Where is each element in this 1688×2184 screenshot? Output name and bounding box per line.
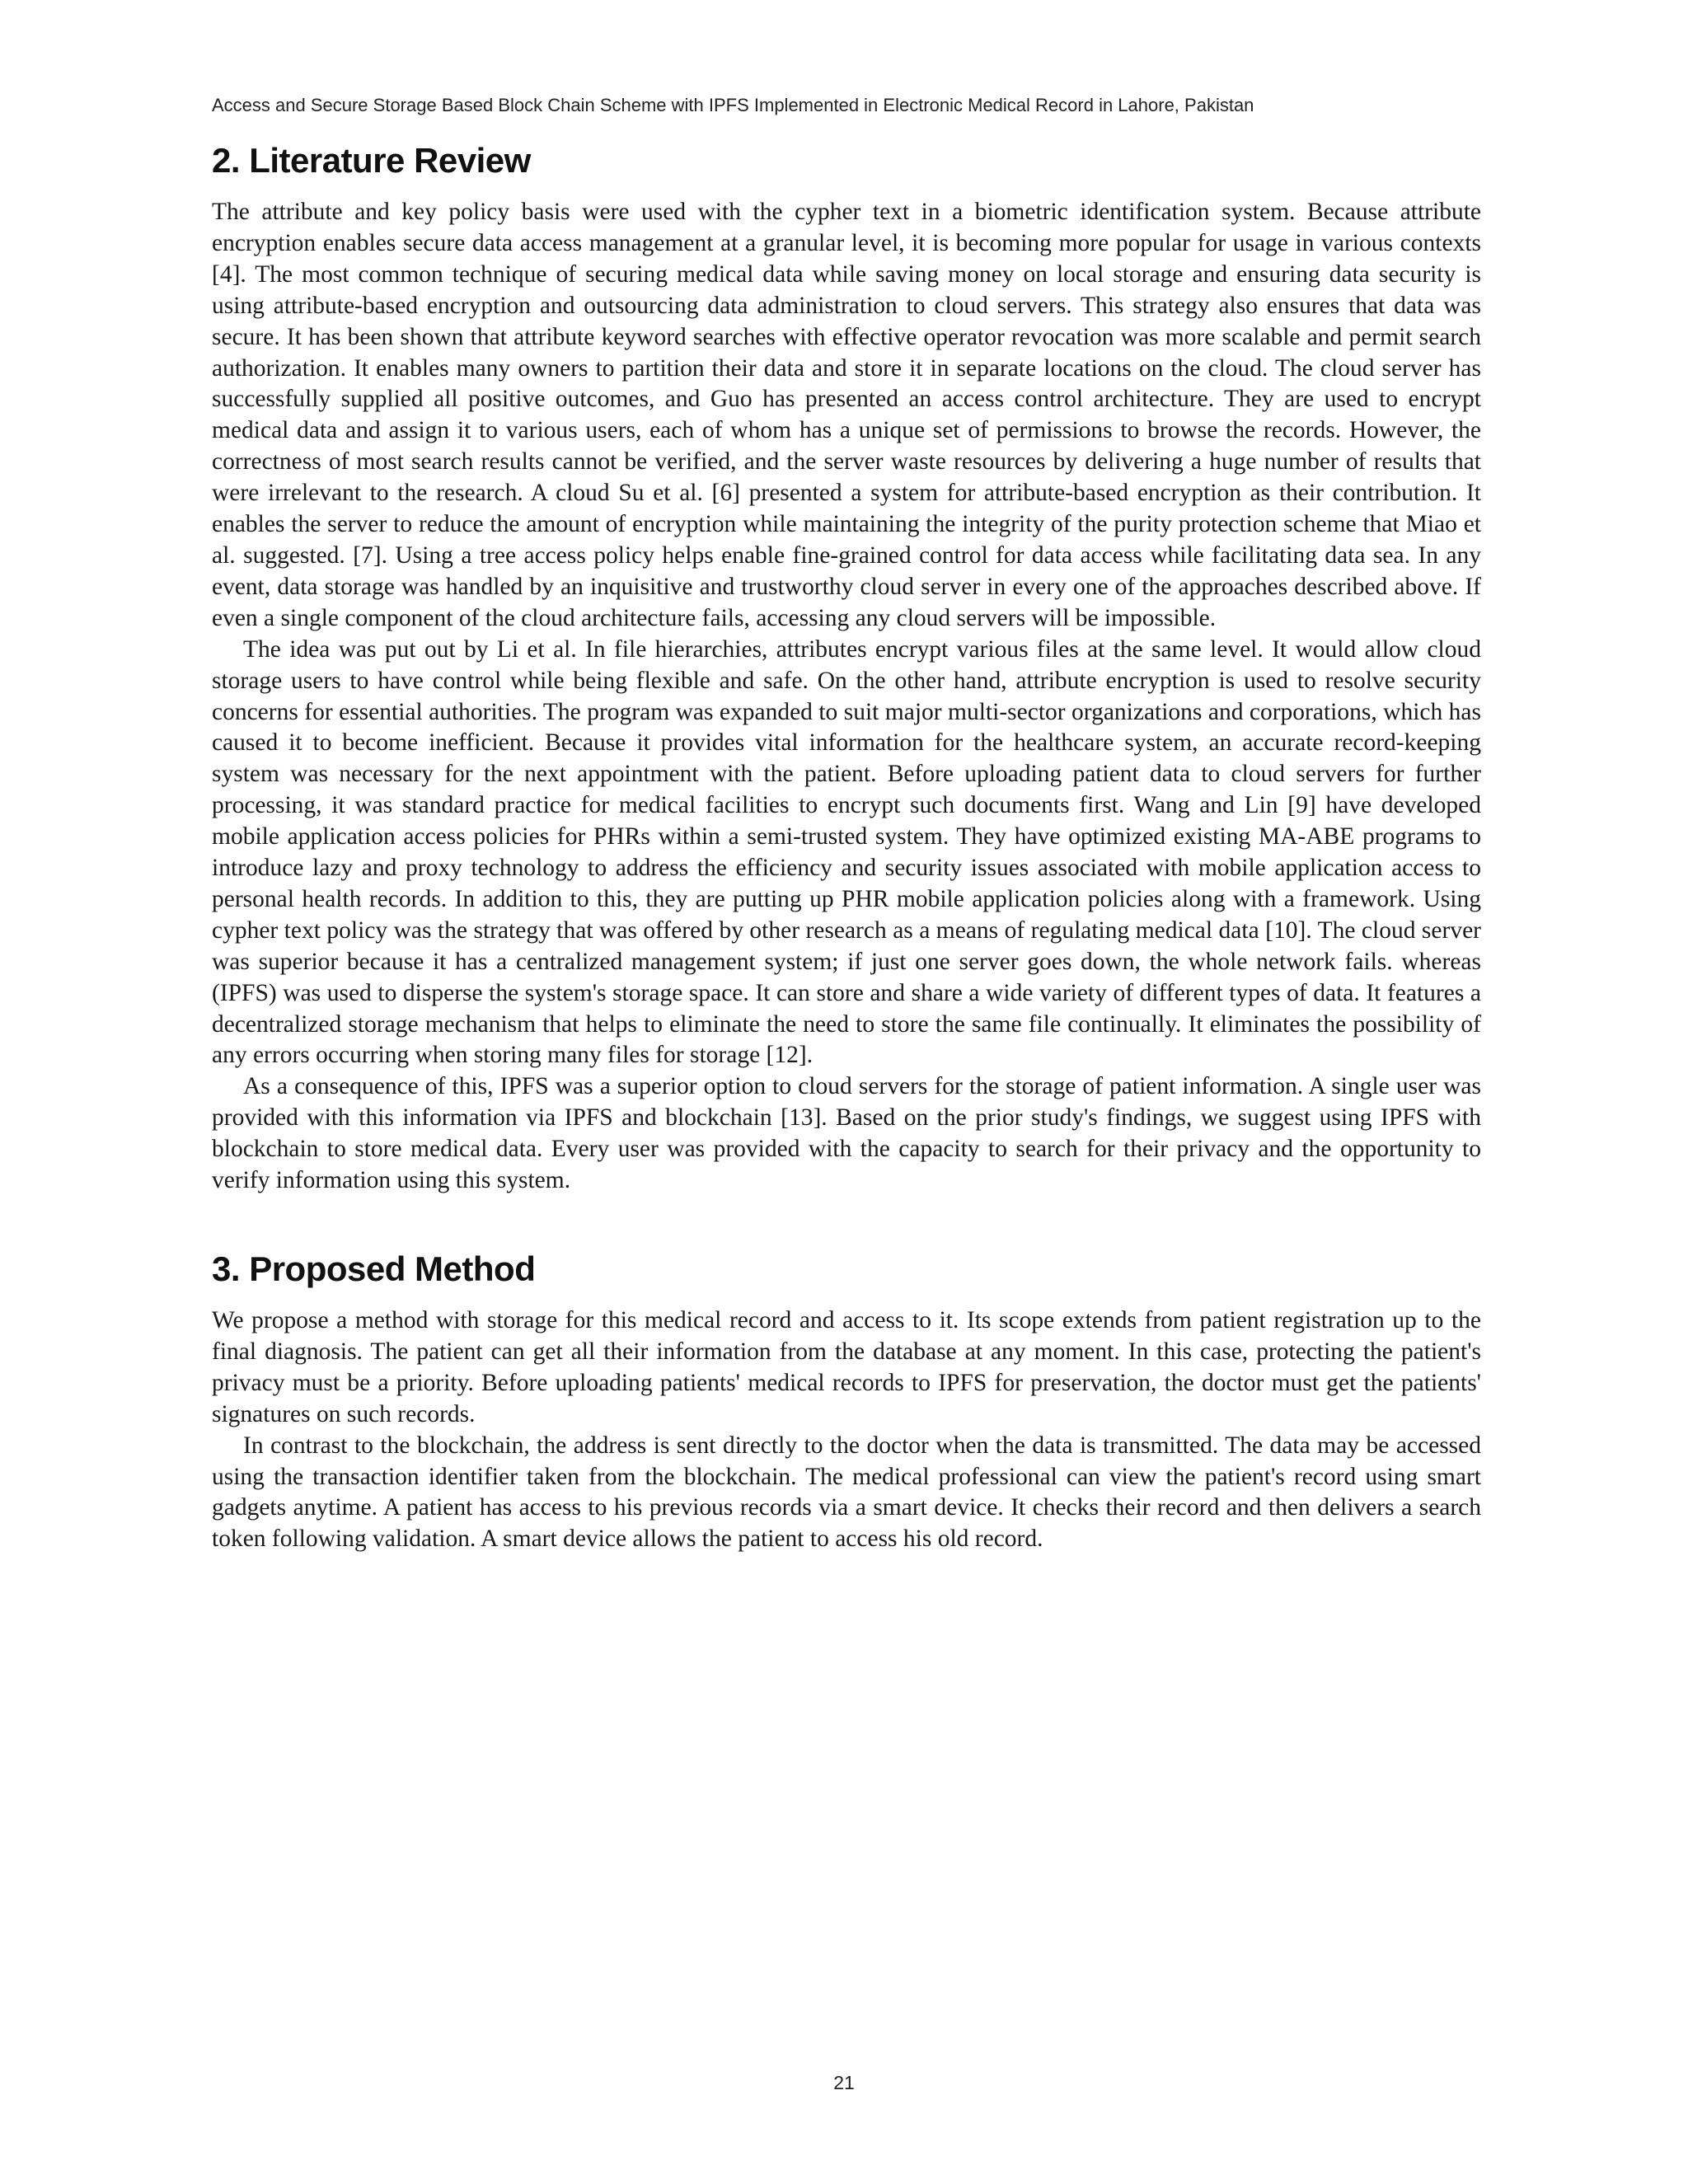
section-heading-literature-review: 2. Literature Review <box>212 141 531 180</box>
body-paragraph: As a consequence of this, IPFS was a superior option to cloud servers for the storage of patient information. A single user was provided with this information via IPFS and blockchain [13]. Based on the prior study's findings, we suggest using IPFS with blockchain to store medical data. Every user was provided with the capacity to search for their privacy and the opportunity to verify information using this system. <box>212 1073 1481 1194</box>
page-content <box>212 136 1481 1555</box>
page-number: 21 <box>833 2072 855 2093</box>
body-paragraph: The idea was put out by Li et al. In file hierarchies, attributes encrypt various files at the same level. It would allow cloud storage users to have control while being flexible and safe. On the other hand, attribute encryption is used to resolve security concerns for essential authorities. The program was expanded to suit major multi-sector organizations and corporations, which has caused it to become inefficient. Because it provides vital information for the healthcare system, an accurate record-keeping system was necessary for the next appointment with the patient. Before uploading patient data to cloud servers for further processing, it was standard practice for medical facilities to encrypt such documents first. Wang and Lin [9] have developed mobile application access policies for PHRs within a semi-trusted system. They have optimized existing MA-ABE programs to introduce lazy and proxy technology to address the efficiency and security issues associated with mobile application access to personal health records. In addition to this, they are putting up PHR mobile application policies along with a framework. Using cypher text policy was the strategy that was offered by other research as a means of regulating medical data [10]. The cloud server was superior because it has a centralized management system; if just one server goes down, the whole network fails. whereas (IPFS) was used to disperse the system's storage space. It can store and share a wide variety of different types of data. It features a decentralized storage mechanism that helps to eliminate the need to store the same file continually. It eliminates the possibility of any errors occurring when storing many files for storage [12]. <box>212 635 1481 1069</box>
section-heading-proposed-method: 3. Proposed Method <box>212 1249 536 1288</box>
running-header: Access and Secure Storage Based Block Chain Scheme with IPFS Implemented in Electronic Medical Record in Lahore, Pakistan <box>212 95 1254 115</box>
body-paragraph: We propose a method with storage for this medical record and access to it. Its scope extends from patient registration up to the final diagnosis. The patient can get all their information from the database at any moment. In this case, protecting the patient's privacy must be a priority. Before uploading patients' medical records to IPFS for preservation, the doctor must get the patients' signatures on such records. <box>212 1307 1481 1427</box>
body-paragraph: In contrast to the blockchain, the address is sent directly to the doctor when the data is transmitted. The data may be accessed using the transaction identifier taken from the blockchain. The medical professional can view the patient's record using smart gadgets anytime. A patient has access to his previous records via a smart device. It checks their record and then delivers a search token following validation. A smart device allows the patient to access his old record. <box>212 1432 1481 1553</box>
body-paragraph: The attribute and key policy basis were used with the cypher text in a biometric identification system. Because attribute encryption enables secure data access management at a granular level, it is becoming more popular for usage in various contexts [4]. The most common technique of securing medical data while saving money on local storage and ensuring data security is using attribute-based encryption and outsourcing data administration to cloud servers. This strategy also ensures that data was secure. It has been shown that attribute keyword searches with effective operator revocation was more scalable and permit search authorization. It enables many owners to partition their data and store it in separate locations on the cloud. The cloud server has successfully supplied all positive outcomes, and Guo has presented an access control architecture. They are used to encrypt medical data and assign it to various users, each of whom has a unique set of permissions to browse the records. However, the correctness of most search results cannot be verified, and the server waste resources by delivering a huge number of results that were irrelevant to the research. A cloud Su et al. [6] presented a system for attribute-based encryption as their contribution. It enables the server to reduce the amount of encryption while maintaining the integrity of the purity protection scheme that Miao et al. suggested. [7]. Using a tree access policy helps enable fine-grained control for data access while facilitating data sea. In any event, data storage was handled by an inquisitive and trustworthy cloud server in every one of the approaches described above. If even a single component of the cloud architecture fails, accessing any cloud servers will be impossible. <box>212 199 1481 631</box>
